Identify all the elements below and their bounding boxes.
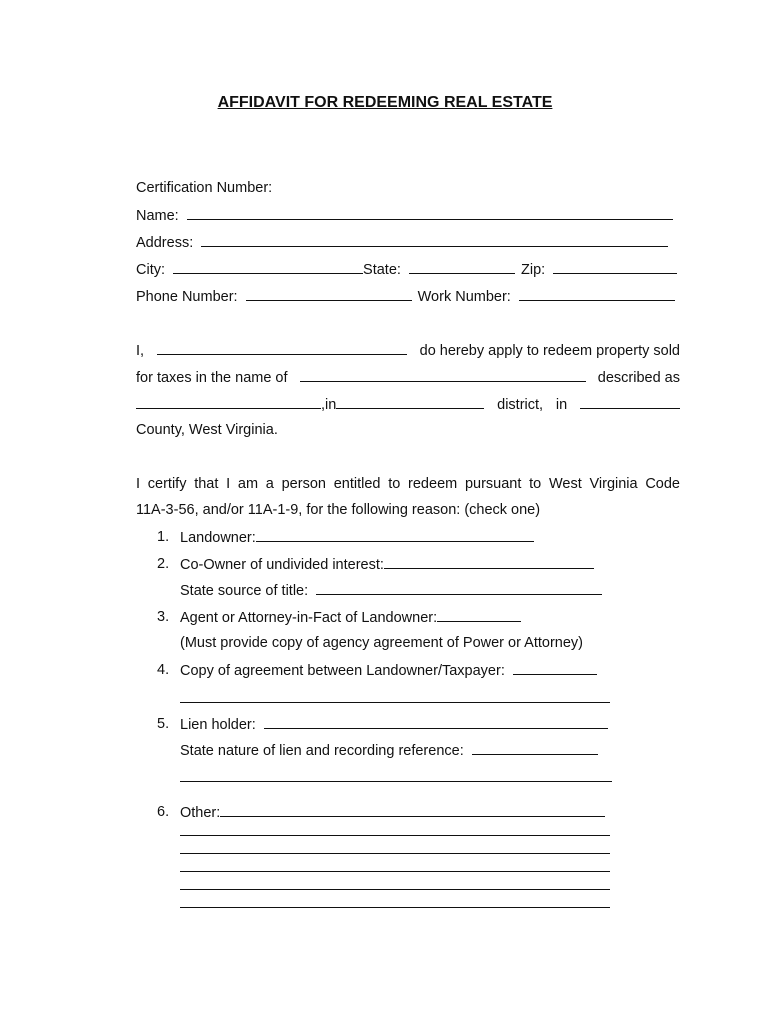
certify-line-2: 11A-3-56, and/or 11A-1-9, for the following reason: (check one) bbox=[136, 502, 541, 518]
county-line: County, West Virginia. bbox=[136, 422, 278, 438]
landowner-option[interactable]: Landowner: bbox=[180, 530, 256, 546]
statement-described-as: described as bbox=[597, 370, 680, 386]
certification-number-label: Certification Number: bbox=[136, 180, 273, 196]
reason-6-row bbox=[180, 803, 605, 822]
other-field[interactable] bbox=[220, 803, 605, 817]
agent-field[interactable] bbox=[437, 608, 521, 622]
landowner-field[interactable] bbox=[256, 528, 534, 542]
property-description-field[interactable] bbox=[136, 395, 321, 409]
state-label: State: bbox=[363, 262, 401, 278]
applicant-name-field[interactable] bbox=[157, 341, 407, 355]
city-state-zip-row bbox=[136, 260, 677, 279]
copy-agreement-option[interactable]: Copy of agreement between Landowner/Taxpayer: bbox=[180, 663, 505, 679]
state-source-field[interactable] bbox=[316, 581, 602, 595]
agent-note: (Must provide copy of agency agreement of Power or Attorney) bbox=[180, 635, 583, 651]
statement-for-taxes: for taxes in the name of bbox=[136, 370, 288, 386]
other-line-4[interactable] bbox=[180, 871, 610, 872]
lien-holder-field[interactable] bbox=[264, 715, 608, 729]
document-title: AFFIDAVIT FOR REDEEMING REAL ESTATE bbox=[217, 94, 553, 111]
work-number-field[interactable] bbox=[519, 287, 675, 301]
other-option[interactable]: Other: bbox=[180, 805, 221, 821]
reason-6-number: 6. bbox=[157, 804, 170, 820]
county-field[interactable] bbox=[580, 395, 680, 409]
lien-nature-label: State nature of lien and recording reference: bbox=[180, 743, 464, 759]
statement-in2: in bbox=[555, 397, 568, 413]
statement-in: ,in bbox=[321, 397, 337, 413]
reason-5-row bbox=[180, 715, 608, 734]
statement-i: I, bbox=[136, 343, 145, 359]
lien-nature-row bbox=[180, 741, 598, 760]
statement-district: district, bbox=[497, 397, 544, 413]
taxed-name-field[interactable] bbox=[300, 368, 586, 382]
reason-2-row bbox=[180, 555, 594, 574]
phone-number-label: Phone Number: bbox=[136, 289, 238, 305]
copy-agreement-field[interactable] bbox=[513, 661, 597, 675]
statement-line-1 bbox=[136, 341, 680, 360]
other-line-3[interactable] bbox=[180, 853, 610, 854]
zip-label: Zip: bbox=[520, 262, 546, 278]
statement-line-2 bbox=[136, 368, 680, 387]
reason-3-row bbox=[180, 608, 521, 627]
address-row bbox=[136, 233, 668, 252]
state-source-row bbox=[180, 581, 602, 600]
copy-agreement-line-2[interactable] bbox=[180, 702, 610, 703]
statement-apply: do hereby apply to redeem property sold bbox=[419, 343, 680, 359]
in-field[interactable] bbox=[336, 395, 484, 409]
agent-option[interactable]: Agent or Attorney-in-Fact of Landowner: bbox=[180, 610, 438, 626]
reason-2-number: 2. bbox=[157, 556, 170, 572]
reason-4-row bbox=[180, 661, 597, 680]
other-line-2[interactable] bbox=[180, 835, 610, 836]
reason-4-number: 4. bbox=[157, 662, 170, 678]
other-line-6[interactable] bbox=[180, 907, 610, 908]
name-field[interactable] bbox=[187, 206, 673, 220]
reason-3-number: 3. bbox=[157, 609, 170, 625]
reason-5-number: 5. bbox=[157, 716, 170, 732]
other-line-5[interactable] bbox=[180, 889, 610, 890]
reason-1-number: 1. bbox=[157, 529, 170, 545]
co-owner-field[interactable] bbox=[384, 555, 594, 569]
statement-line-3 bbox=[136, 395, 680, 414]
certify-line-1: I certify that I am a person entitled to redeem pursuant to West Virginia Code bbox=[136, 476, 680, 492]
state-source-label: State source of title: bbox=[180, 583, 309, 599]
city-field[interactable] bbox=[173, 260, 363, 274]
name-label: Name: bbox=[136, 208, 179, 224]
lien-nature-field[interactable] bbox=[472, 741, 598, 755]
address-field[interactable] bbox=[201, 233, 668, 247]
co-owner-option[interactable]: Co-Owner of undivided interest: bbox=[180, 557, 384, 573]
phone-number-field[interactable] bbox=[246, 287, 412, 301]
lien-holder-option[interactable]: Lien holder: bbox=[180, 717, 256, 733]
city-label: City: bbox=[136, 262, 165, 278]
name-row bbox=[136, 206, 673, 225]
address-label: Address: bbox=[136, 235, 194, 251]
zip-field[interactable] bbox=[553, 260, 677, 274]
phone-row bbox=[136, 287, 675, 306]
work-number-label: Work Number: bbox=[417, 289, 511, 305]
lien-nature-line-2[interactable] bbox=[180, 781, 612, 782]
reason-1-row bbox=[180, 528, 534, 547]
state-field[interactable] bbox=[409, 260, 515, 274]
